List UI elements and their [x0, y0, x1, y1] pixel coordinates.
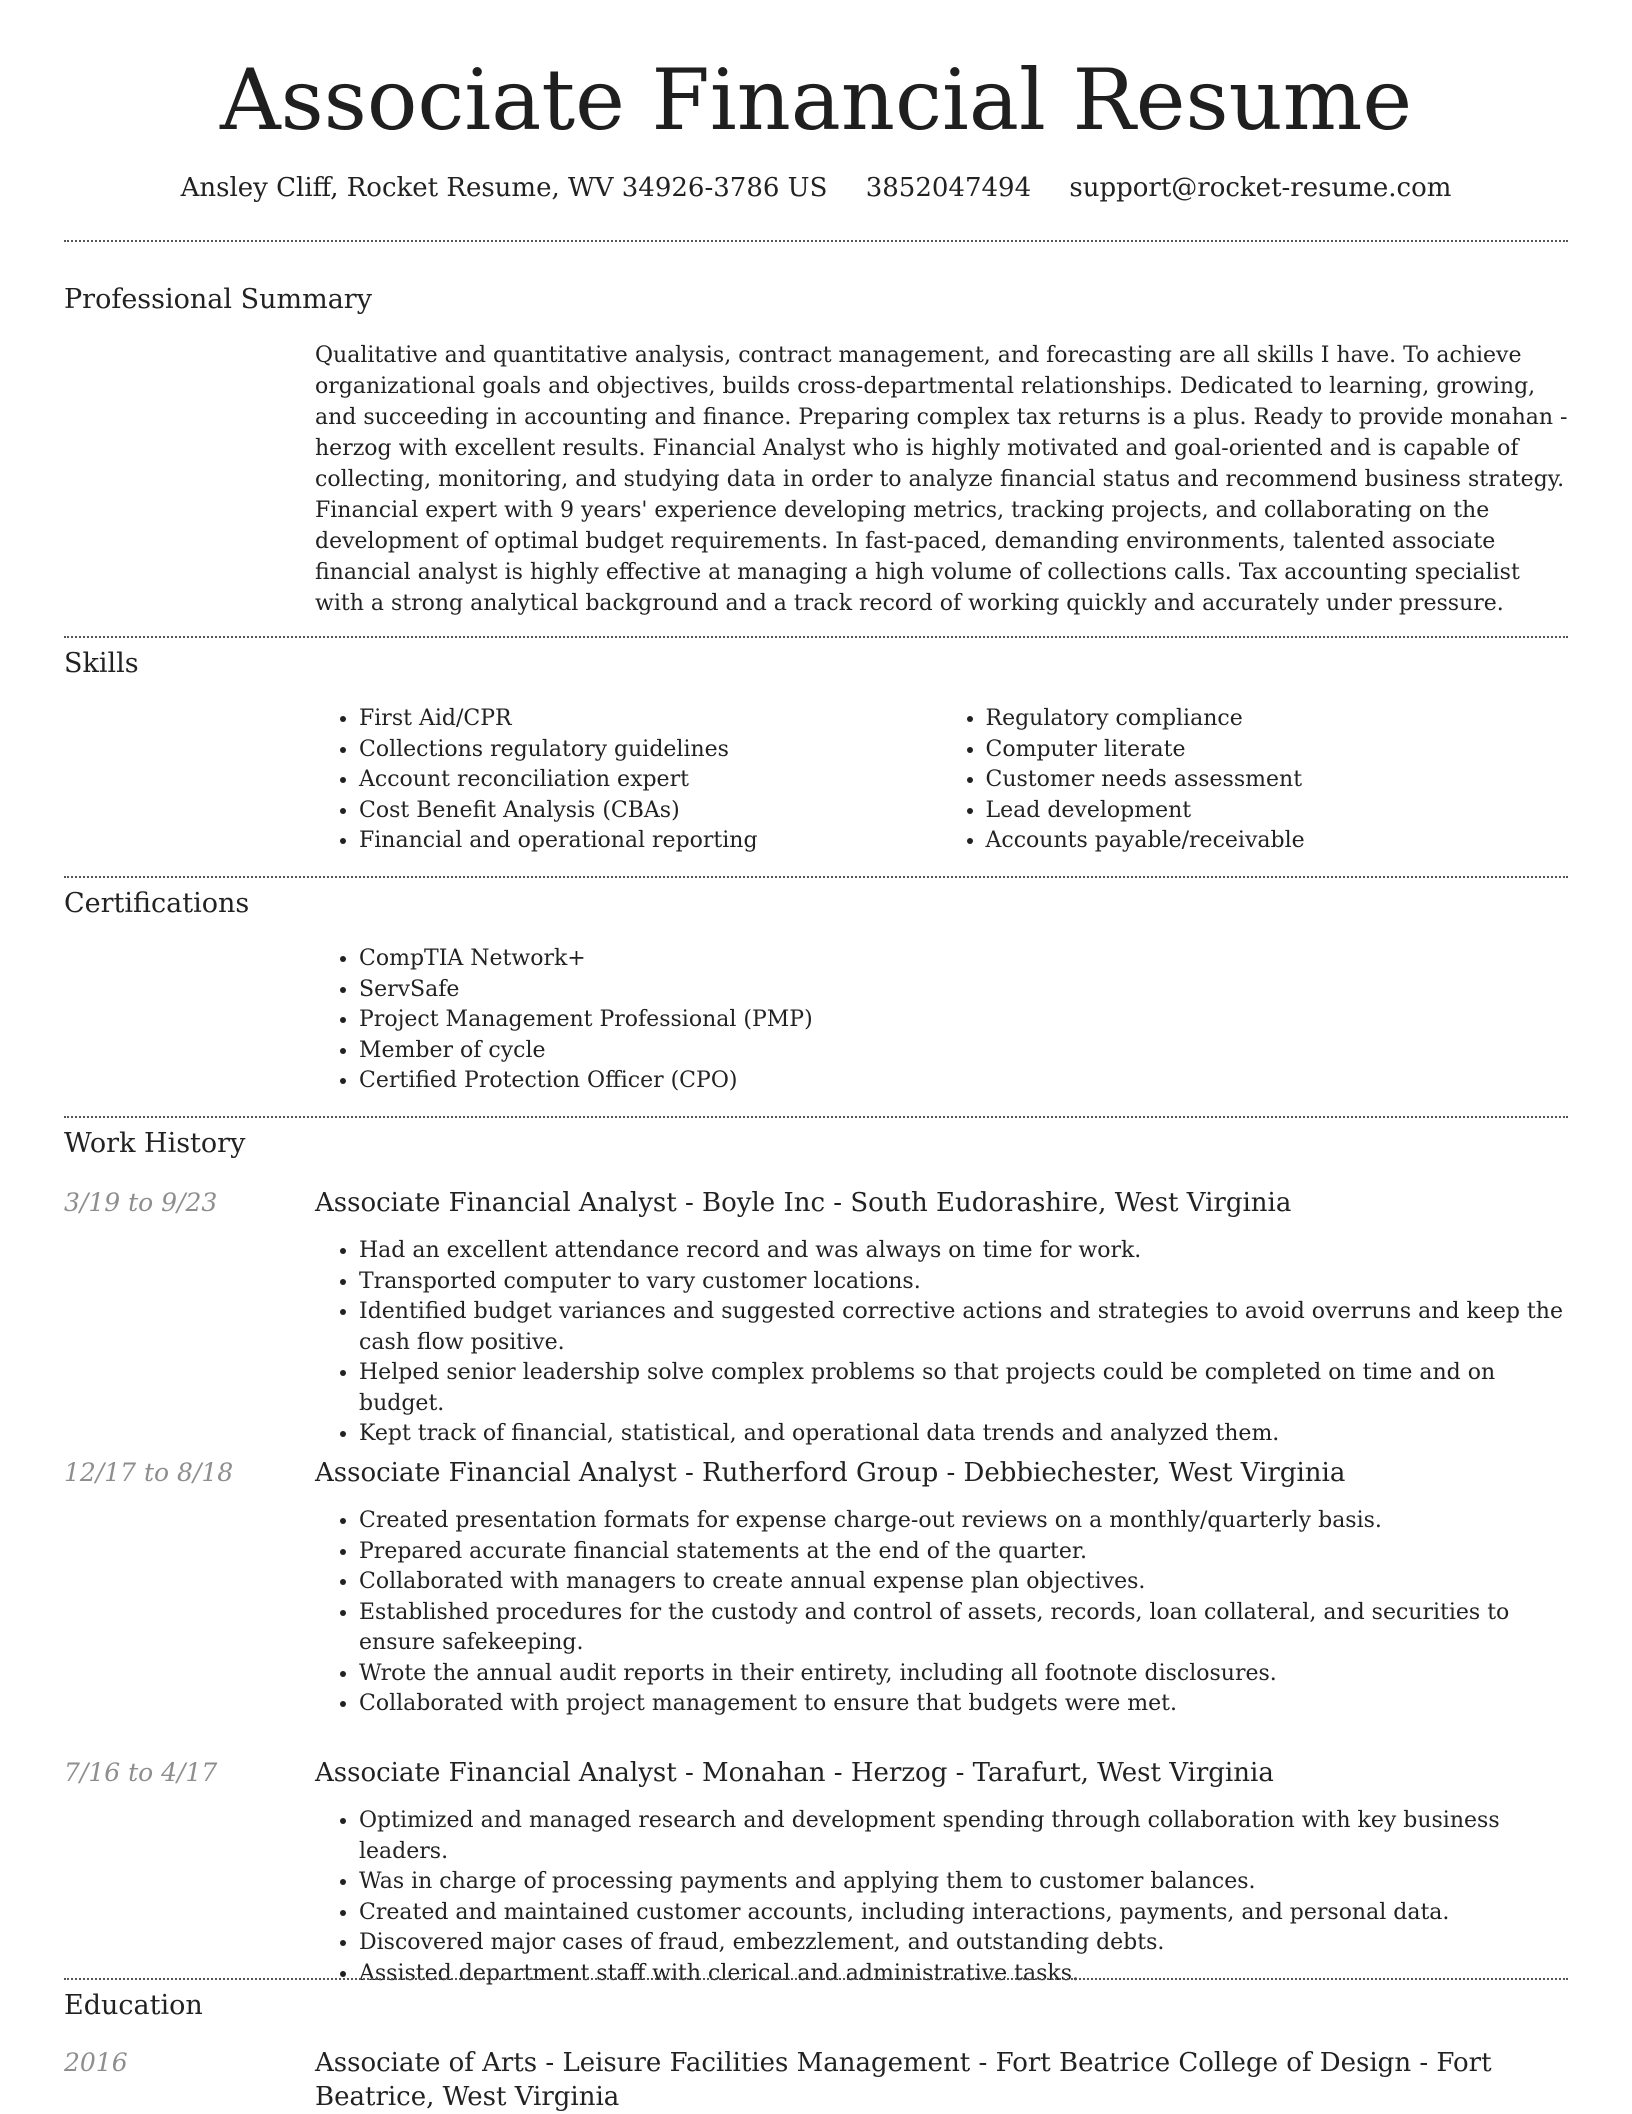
skills-list-left: [315, 704, 942, 857]
job-bullet: • Discovered major cases of fraud, embezzlement, and outstanding debts.: [359, 1928, 1568, 1959]
job-bullets: [315, 1806, 1568, 1989]
skill-item: • First Aid/CPR: [359, 704, 942, 735]
contact-address: Ansley Cliff, Rocket Resume, WV 34926-3786 US: [180, 173, 828, 203]
resume-title: Associate Financial Resume: [219, 51, 1413, 149]
job-bullet: • Created presentation formats for expense charge-out reviews on a monthly/quarterly basis.: [359, 1506, 1568, 1537]
job-title: Associate Financial Analyst - Boyle Inc - South Eudorashire, West Virginia: [315, 1188, 1292, 1218]
job-bullet: • Identified budget variances and suggested corrective actions and strategies to avoid overruns and keep the cash flow positive.: [359, 1297, 1568, 1358]
skill-item: • Customer needs assessment: [986, 765, 1569, 796]
education-title: Associate of Arts - Leisure Facilities Management - Fort Beatrice College of Design - Fort Beatrice, West Virginia: [315, 2048, 1492, 2112]
education-dates: 2016: [64, 2048, 128, 2077]
job-dates: 7/16 to 4/17: [64, 1758, 218, 1787]
work-heading: Work History: [64, 1128, 246, 1159]
job-title: Associate Financial Analyst - Monahan - Herzog - Tarafurt, West Virginia: [315, 1758, 1274, 1788]
skill-item: • Regulatory compliance: [986, 704, 1569, 735]
job-dates: 12/17 to 8/18: [64, 1458, 234, 1487]
job-bullet: • Was in charge of processing payments and applying them to customer balances.: [359, 1867, 1568, 1898]
job-bullets-block: [315, 1806, 1568, 1989]
summary-heading: Professional Summary: [64, 284, 372, 315]
job-bullet: • Wrote the annual audit reports in their entirety, including all footnote disclosures.: [359, 1659, 1568, 1690]
job-bullet: • Helped senior leadership solve complex problems so that projects could be completed on time and on budget.: [359, 1358, 1568, 1419]
job-bullet: • Optimized and managed research and development spending through collaboration with key business leaders.: [359, 1806, 1568, 1867]
summary-text: Qualitative and quantitative analysis, contract management, and forecasting are all skills I have. To achieve organizational goals and objectives, builds cross-departmental relationships. Dedicated to learning, growing, and succeeding in accounting and finance. Preparing complex tax returns is a plus. Ready to provide monahan - herzog with excellent results. Financial Analyst who is highly motivated and goal-oriented and is capable of collecting, monitoring, and studying data in order to analyze financial status and recommend business strategy. Financial expert with 9 years' experience developing metrics, tracking projects, and collaborating on the development of optimal budget requirements. In fast-paced, demanding environments, talented associate financial analyst is highly effective at managing a high volume of collections calls. Tax accounting specialist with a strong analytical background and a track record of working quickly and accurately under pressure.: [315, 343, 1568, 616]
job-bullet: • Had an excellent attendance record and was always on time for work.: [359, 1236, 1568, 1267]
skill-item: • Financial and operational reporting: [359, 826, 942, 857]
job-bullet: • Collaborated with managers to create annual expense plan objectives.: [359, 1567, 1568, 1598]
divider: [64, 1978, 1568, 1980]
job-bullets-block: [315, 1236, 1568, 1450]
job-bullet: • Assisted department staff with clerical and administrative tasks.: [359, 1959, 1568, 1990]
job-bullet: • Created and maintained customer accounts, including interactions, payments, and personal data.: [359, 1898, 1568, 1929]
job-bullet: • Kept track of financial, statistical, and operational data trends and analyzed them.: [359, 1419, 1568, 1450]
certification-item: • Project Management Professional (PMP): [359, 1005, 1568, 1036]
job-bullets: [315, 1236, 1568, 1450]
job-dates: 3/19 to 9/23: [64, 1188, 218, 1217]
skill-item: • Lead development: [986, 796, 1569, 827]
skill-item: • Account reconciliation expert: [359, 765, 942, 796]
divider: [64, 240, 1568, 242]
skill-item: • Cost Benefit Analysis (CBAs): [359, 796, 942, 827]
skills-list-right: [942, 704, 1569, 857]
skills-columns: [315, 704, 1568, 857]
certifications-list: [315, 944, 1568, 1097]
contact-phone: 3852047494: [865, 173, 1032, 203]
certification-item: • ServSafe: [359, 975, 1568, 1006]
job-title: Associate Financial Analyst - Rutherford Group - Debbiechester, West Virginia: [315, 1458, 1346, 1488]
contact-line: [64, 170, 1568, 206]
job-bullet: • Collaborated with project management to ensure that budgets were met.: [359, 1689, 1568, 1720]
divider: [64, 876, 1568, 878]
divider: [64, 636, 1568, 638]
certification-item: • Member of cycle: [359, 1036, 1568, 1067]
certification-item: • CompTIA Network+: [359, 944, 1568, 975]
skill-item: • Collections regulatory guidelines: [359, 735, 942, 766]
education-heading: Education: [64, 1990, 203, 2021]
skill-item: • Accounts payable/receivable: [986, 826, 1569, 857]
divider: [64, 1116, 1568, 1118]
contact-email[interactable]: support@rocket-resume.com: [1069, 173, 1452, 203]
job-bullet: • Transported computer to vary customer locations.: [359, 1267, 1568, 1298]
job-bullet: • Prepared accurate financial statements at the end of the quarter.: [359, 1537, 1568, 1568]
certifications-heading: Certifications: [64, 888, 250, 919]
certification-item: • Certified Protection Officer (CPO): [359, 1066, 1568, 1097]
skill-item: • Computer literate: [986, 735, 1569, 766]
job-bullet: • Established procedures for the custody and control of assets, records, loan collateral, and securities to ensure safekeeping.: [359, 1598, 1568, 1659]
skills-heading: Skills: [64, 648, 139, 679]
job-bullets-block: [315, 1506, 1568, 1720]
certifications-block: [315, 944, 1568, 1097]
job-bullets: [315, 1506, 1568, 1720]
